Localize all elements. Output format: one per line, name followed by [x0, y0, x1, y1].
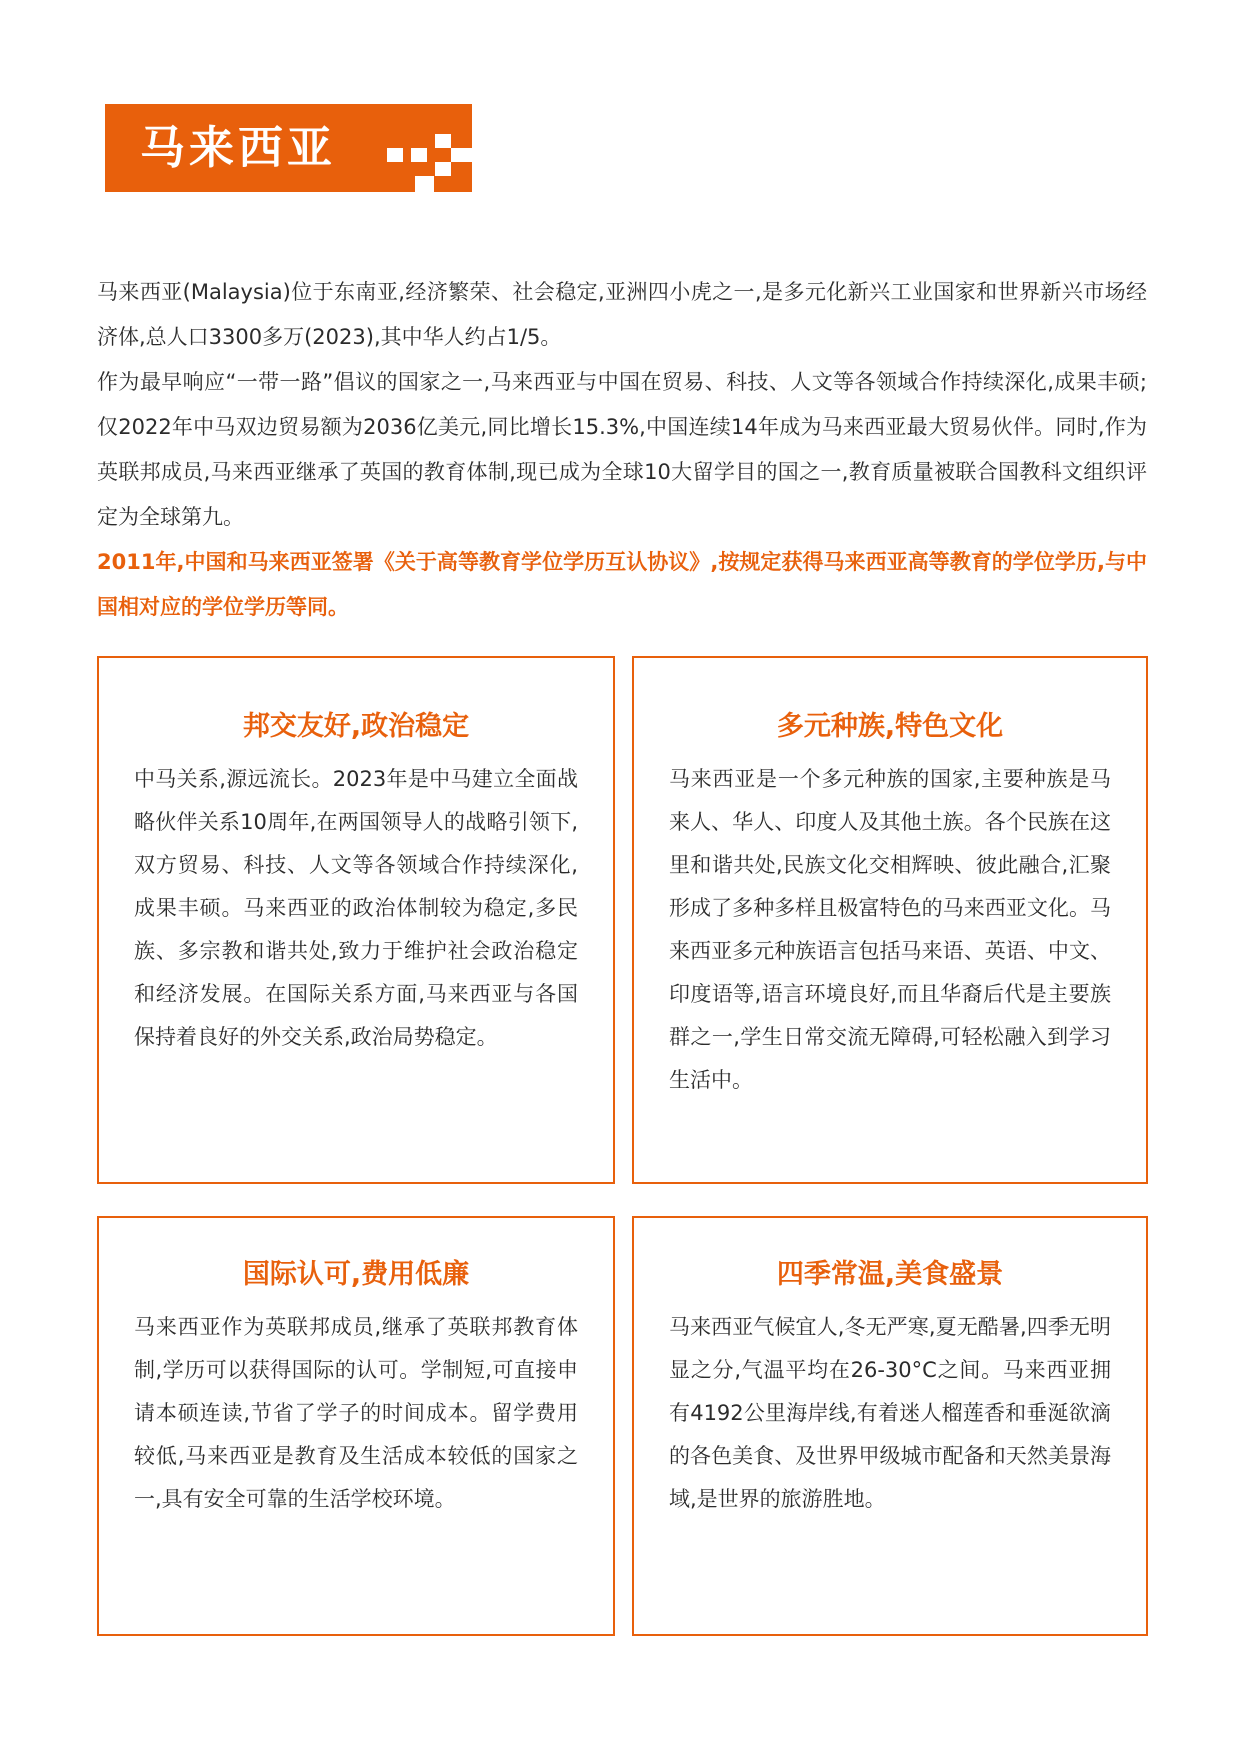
pixel-decoration-2	[411, 148, 427, 162]
pixel-decoration-1	[387, 148, 403, 162]
card-title: 四季常温,美食盛景	[776, 1259, 1004, 1290]
info-card-diplomacy	[97, 656, 615, 1184]
card-body: 马来西亚作为英联邦成员,继承了英联邦教育体制,学历可以获得国际的认可。学制短,可直接申请本硕连读,节省了学子的时间成本。留学费用较低,马来西亚是教育及生活成本较低的国家之一,具有安全可靠的生活学校环境。	[134, 1315, 578, 1511]
intro-section	[97, 270, 1147, 630]
card-body: 马来西亚是一个多元种族的国家,主要种族是马来人、华人、印度人及其他土族。各个民族在这里和谐共处,民族文化交相辉映、彼此融合,汇聚形成了多种多样且极富特色的马来西亚文化。马来西亚多元种族语言包括马来语、英语、中文、印度语等,语言环境良好,而且华裔后代是主要族群之一,学生日常交流无障碍,可轻松融入到学习生活中。	[669, 767, 1111, 1092]
info-card-culture	[632, 656, 1148, 1184]
intro-highlight: 2011年,中国和马来西亚签署《关于高等教育学位学历互认协议》,按规定获得马来西亚高等教育的学位学历,与中国相对应的学位学历等同。	[97, 550, 1147, 619]
card-title: 邦交友好,政治稳定	[242, 711, 470, 742]
info-card-climate	[632, 1216, 1148, 1636]
card-title: 国际认可,费用低廉	[242, 1259, 470, 1290]
card-body: 马来西亚气候宜人,冬无严寒,夏无酷暑,四季无明显之分,气温平均在26-30°C之间。马来西亚拥有4192公里海岸线,有着迷人榴莲香和垂涎欲滴的各色美食、及世界甲级城市配备和天然美景海域,是世界的旅游胜地。	[669, 1315, 1111, 1511]
intro-paragraph: 马来西亚(Malaysia)位于东南亚,经济繁荣、社会稳定,亚洲四小虎之一,是多元化新兴工业国家和世界新兴市场经济体,总人口3300多万(2023),其中华人约占1/5。	[97, 280, 1147, 349]
pixel-decoration-3	[435, 134, 451, 148]
pixel-decoration-8	[434, 176, 472, 192]
card-title: 多元种族,特色文化	[776, 711, 1004, 742]
page-title-banner	[105, 104, 472, 192]
card-body: 中马关系,源远流长。2023年是中马建立全面战略伙伴关系10周年,在两国领导人的战略引领下,双方贸易、科技、人文等各领域合作持续深化,成果丰硕。马来西亚的政治体制较为稳定,多民族、多宗教和谐共处,致力于维护社会政治稳定和经济发展。在国际关系方面,马来西亚与各国保持着良好的外交关系,政治局势稳定。	[134, 767, 578, 1049]
intro-paragraph: 作为最早响应“一带一路”倡议的国家之一,马来西亚与中国在贸易、科技、人文等各领域合作持续深化,成果丰硕;仅2022年中马双边贸易额为2036亿美元,同比增长15.3%,中国连续14年成为马来西亚最大贸易伙伴。同时,作为英联邦成员,马来西亚继承了英国的教育体制,现已成为全球10大留学目的国之一,教育质量被联合国教科文组织评定为全球第九。	[97, 370, 1147, 529]
pixel-decoration-5	[435, 162, 451, 176]
page-title: 马来西亚	[140, 121, 337, 174]
pixel-decoration-4	[451, 148, 472, 162]
pixel-decoration-7	[415, 176, 435, 192]
info-card-recognition	[97, 1216, 615, 1636]
